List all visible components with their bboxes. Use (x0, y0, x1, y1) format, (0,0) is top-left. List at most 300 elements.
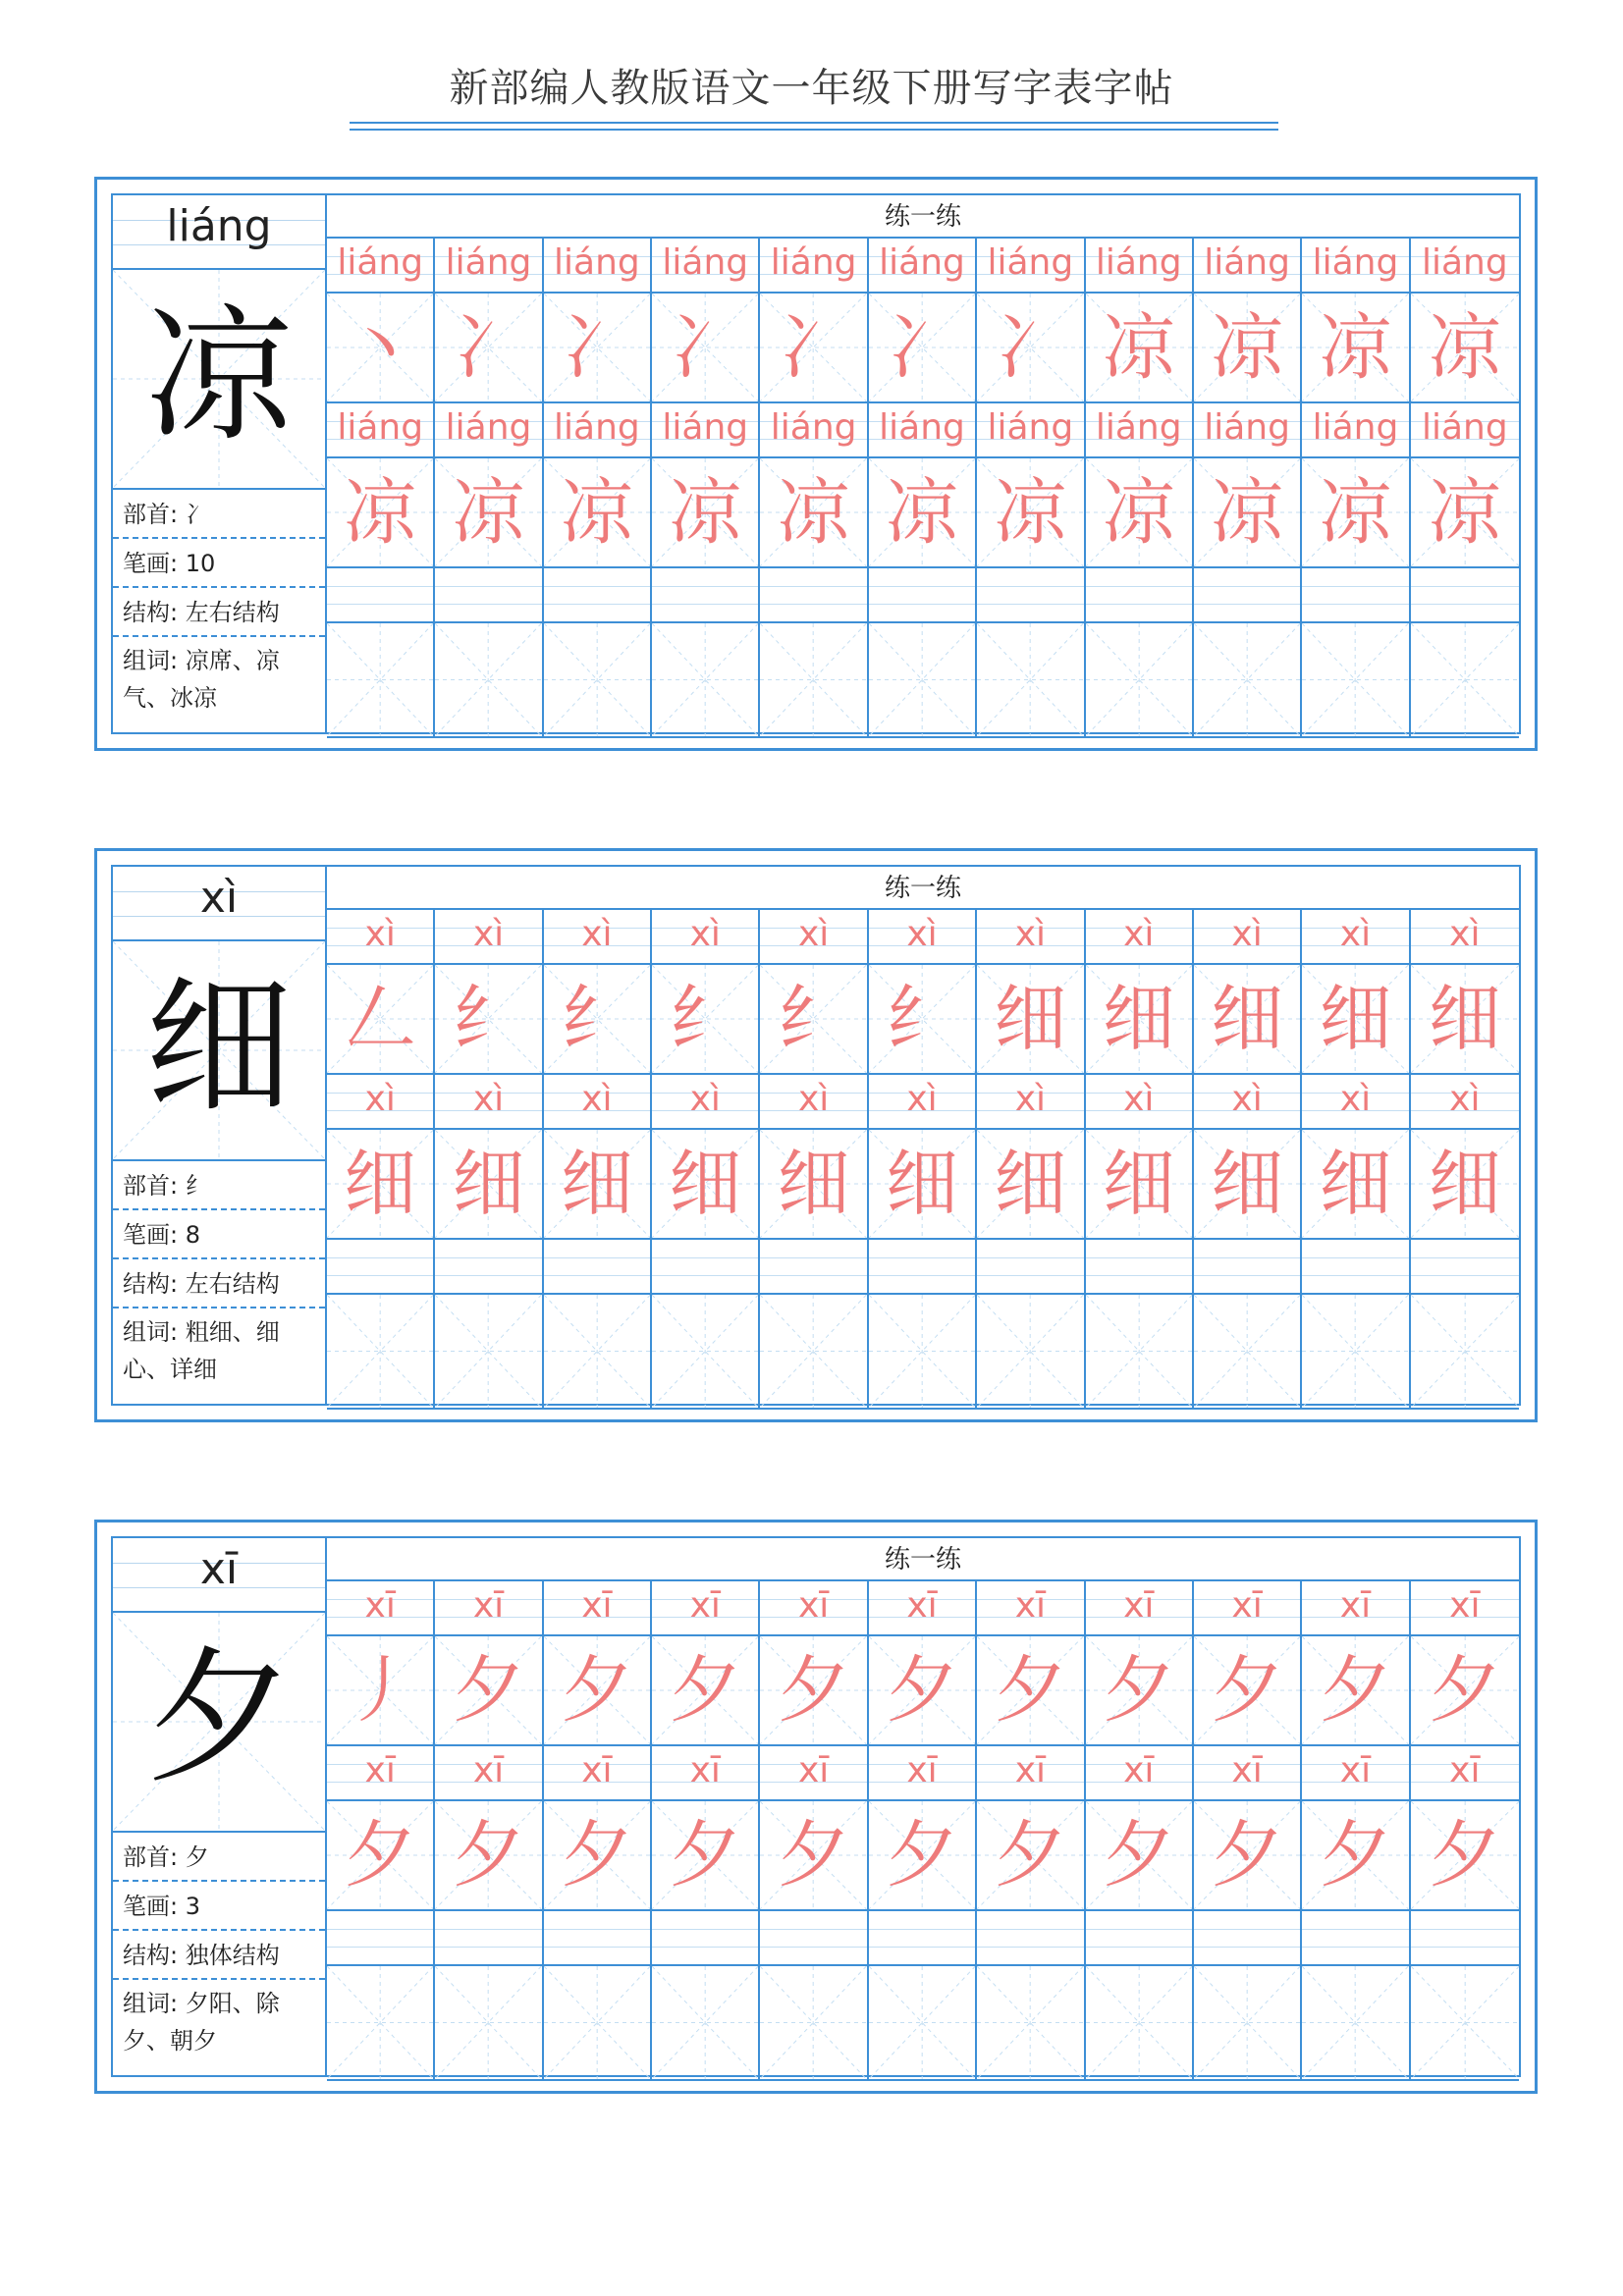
tian-grid-guides (544, 1966, 650, 2079)
pinyin-practice-cell[interactable] (977, 1911, 1085, 1966)
character-practice-cell[interactable] (435, 1295, 543, 1410)
main-pinyin: xì (199, 873, 239, 923)
trace-pinyin: xì (1123, 914, 1155, 954)
character-practice-row (327, 1966, 1519, 2081)
pinyin-practice-cell[interactable] (1302, 568, 1410, 623)
stroke-count-info (113, 1210, 325, 1259)
character-practice-row (327, 1801, 1519, 1911)
character-practice-cell[interactable] (435, 623, 543, 738)
character-practice-cell[interactable] (977, 1130, 1085, 1240)
trace-pinyin: liáng (1312, 242, 1399, 283)
radical-info-value: 纟 (185, 1172, 209, 1200)
pinyin-practice-cell[interactable] (1411, 403, 1519, 458)
practice-grid (327, 867, 1519, 1404)
pinyin-practice-cell[interactable] (1194, 239, 1302, 294)
pinyin-practice-row (327, 403, 1519, 458)
pinyin-practice-cell[interactable] (544, 1911, 652, 1966)
pinyin-practice-cell[interactable] (1086, 239, 1194, 294)
character-practice-cell[interactable] (977, 965, 1085, 1075)
trace-character: 凉 (1319, 305, 1392, 390)
character-practice-cell[interactable] (977, 1801, 1085, 1911)
pinyin-practice-cell[interactable] (1302, 1581, 1410, 1636)
character-practice-cell[interactable] (1411, 1130, 1519, 1240)
trace-pinyin: liáng (1204, 242, 1290, 283)
pinyin-practice-cell[interactable] (1086, 1581, 1194, 1636)
pinyin-practice-cell[interactable] (869, 1746, 977, 1801)
trace-pinyin: xī (1449, 1585, 1481, 1626)
character-practice-cell[interactable] (760, 965, 868, 1075)
character-practice-cell[interactable] (327, 1966, 435, 2081)
character-practice-cell[interactable] (869, 623, 977, 738)
tian-grid-guides (1411, 623, 1519, 736)
pinyin-practice-cell[interactable] (1302, 1240, 1410, 1295)
pinyin-practice-cell[interactable] (1194, 403, 1302, 458)
pinyin-practice-cell[interactable] (1086, 403, 1194, 458)
trace-character: 细 (777, 1142, 850, 1226)
character-card (94, 177, 1538, 751)
pinyin-practice-cell[interactable] (760, 1240, 868, 1295)
character-practice-cell[interactable] (760, 1636, 868, 1746)
pinyin-practice-cell[interactable] (760, 1746, 868, 1801)
character-practice-cell[interactable] (652, 965, 760, 1075)
radical-info-label: 部首: (123, 501, 186, 528)
character-practice-cell[interactable] (1302, 1130, 1410, 1240)
pinyin-practice-cell[interactable] (327, 403, 435, 458)
pinyin-practice-cell[interactable] (652, 1746, 760, 1801)
pinyin-practice-cell[interactable] (1302, 403, 1410, 458)
pinyin-practice-row (327, 1581, 1519, 1636)
trace-character: 夕 (1319, 1813, 1392, 1897)
tian-grid-guides (1194, 1966, 1300, 2079)
trace-pinyin: xì (1339, 914, 1372, 954)
pinyin-practice-cell[interactable] (1411, 568, 1519, 623)
trace-character: 夕 (1428, 1648, 1501, 1733)
tian-grid-guides (544, 1295, 650, 1408)
pinyin-practice-cell[interactable] (435, 1075, 543, 1130)
pinyin-practice-cell[interactable] (1194, 910, 1302, 965)
trace-character: 细 (1428, 1142, 1501, 1226)
trace-character: 凉 (344, 470, 417, 555)
pinyin-practice-cell[interactable] (327, 910, 435, 965)
character-practice-cell[interactable] (1086, 1966, 1194, 2081)
pinyin-practice-cell[interactable] (1086, 1075, 1194, 1130)
character-practice-cell[interactable] (327, 458, 435, 568)
character-practice-cell[interactable] (327, 1295, 435, 1410)
character-practice-cell[interactable] (652, 1801, 760, 1911)
trace-pinyin: liáng (987, 407, 1074, 448)
character-practice-cell[interactable] (1194, 1966, 1302, 2081)
pinyin-practice-cell[interactable] (869, 1911, 977, 1966)
word-examples-info-value: 夕阳、除夕、朝夕 (123, 1990, 280, 2055)
character-practice-cell[interactable] (544, 1636, 652, 1746)
pinyin-practice-cell[interactable] (327, 1746, 435, 1801)
character-practice-cell[interactable] (435, 294, 543, 403)
character-practice-cell[interactable] (1086, 965, 1194, 1075)
pinyin-practice-cell[interactable] (760, 1581, 868, 1636)
character-practice-cell[interactable] (869, 458, 977, 568)
character-practice-cell[interactable] (327, 965, 435, 1075)
tian-grid-guides (652, 1966, 758, 2079)
character-practice-cell[interactable] (760, 1130, 868, 1240)
pinyin-practice-cell[interactable] (869, 1240, 977, 1295)
radical-info (113, 1833, 325, 1882)
pinyin-practice-cell[interactable] (760, 1075, 868, 1130)
tian-grid-guides (1194, 1295, 1300, 1408)
pinyin-practice-cell[interactable] (977, 1240, 1085, 1295)
trace-character: 细 (560, 1142, 633, 1226)
character-practice-cell[interactable] (652, 294, 760, 403)
pinyin-practice-cell[interactable] (652, 568, 760, 623)
stroke-count-info-label: 笔画: (123, 550, 186, 577)
pinyin-practice-cell[interactable] (544, 568, 652, 623)
character-practice-cell[interactable] (760, 458, 868, 568)
trace-pinyin: liáng (662, 407, 749, 448)
character-practice-cell[interactable] (1302, 623, 1410, 738)
pinyin-practice-cell[interactable] (760, 239, 868, 294)
character-practice-cell[interactable] (760, 1966, 868, 2081)
character-practice-cell[interactable] (1086, 1130, 1194, 1240)
character-practice-cell[interactable] (1086, 623, 1194, 738)
pinyin-practice-cell[interactable] (544, 403, 652, 458)
character-practice-cell[interactable] (544, 1295, 652, 1410)
character-practice-cell[interactable] (1086, 1801, 1194, 1911)
character-practice-cell[interactable] (1411, 965, 1519, 1075)
pinyin-practice-cell[interactable] (1302, 910, 1410, 965)
character-practice-cell[interactable] (544, 1130, 652, 1240)
character-practice-cell[interactable] (1302, 1966, 1410, 2081)
pinyin-practice-cell[interactable] (435, 910, 543, 965)
pinyin-practice-cell[interactable] (327, 1911, 435, 1966)
pinyin-practice-cell[interactable] (1302, 1075, 1410, 1130)
trace-character: 冫 (777, 305, 850, 390)
character-practice-cell[interactable] (544, 965, 652, 1075)
pinyin-practice-cell[interactable] (869, 1075, 977, 1130)
trace-character: 夕 (777, 1648, 850, 1733)
character-practice-cell[interactable] (1411, 1801, 1519, 1911)
pinyin-practice-cell[interactable] (1302, 1911, 1410, 1966)
character-practice-cell[interactable] (435, 965, 543, 1075)
character-practice-cell[interactable] (1194, 1801, 1302, 1911)
character-practice-cell[interactable] (544, 623, 652, 738)
character-practice-cell[interactable] (652, 1966, 760, 2081)
character-practice-cell[interactable] (435, 458, 543, 568)
structure-info (113, 1931, 325, 1980)
pinyin-practice-cell[interactable] (1086, 1240, 1194, 1295)
trace-character: 夕 (885, 1813, 958, 1897)
trace-pinyin: xī (364, 1750, 396, 1790)
pinyin-practice-cell[interactable] (869, 403, 977, 458)
pinyin-practice-cell[interactable] (977, 1581, 1085, 1636)
pinyin-practice-cell[interactable] (977, 1075, 1085, 1130)
pinyin-practice-cell[interactable] (652, 239, 760, 294)
character-practice-cell[interactable] (327, 294, 435, 403)
pinyin-practice-cell[interactable] (977, 239, 1085, 294)
pinyin-practice-cell[interactable] (1086, 910, 1194, 965)
trace-pinyin: xī (1449, 1750, 1481, 1790)
character-practice-cell[interactable] (1411, 458, 1519, 568)
character-practice-cell[interactable] (1411, 294, 1519, 403)
title-underline-top (350, 122, 1278, 124)
character-practice-cell[interactable] (869, 1636, 977, 1746)
pinyin-practice-cell[interactable] (977, 568, 1085, 623)
character-practice-cell[interactable] (1411, 1636, 1519, 1746)
character-practice-cell[interactable] (977, 1966, 1085, 2081)
structure-info (113, 1259, 325, 1308)
tian-grid-guides (1086, 623, 1192, 736)
pinyin-practice-cell[interactable] (1194, 1746, 1302, 1801)
pinyin-practice-cell[interactable] (1411, 910, 1519, 965)
pinyin-practice-cell[interactable] (977, 1746, 1085, 1801)
trace-pinyin: xī (797, 1750, 830, 1790)
trace-pinyin: xì (1231, 914, 1263, 954)
pinyin-practice-cell[interactable] (760, 403, 868, 458)
pinyin-practice-cell[interactable] (652, 1240, 760, 1295)
pinyin-practice-cell[interactable] (327, 1581, 435, 1636)
pinyin-practice-cell[interactable] (1411, 239, 1519, 294)
character-practice-cell[interactable] (977, 458, 1085, 568)
character-practice-cell[interactable] (327, 623, 435, 738)
character-practice-cell[interactable] (1194, 623, 1302, 738)
trace-pinyin: liáng (770, 242, 857, 283)
trace-pinyin: xì (797, 914, 830, 954)
trace-character: 细 (1102, 977, 1175, 1061)
pinyin-practice-cell[interactable] (435, 568, 543, 623)
pinyin-practice-cell[interactable] (544, 1240, 652, 1295)
trace-pinyin: liáng (445, 407, 532, 448)
practice-header: 练一练 (327, 867, 1519, 910)
tian-grid-guides (1411, 1966, 1519, 2079)
pinyin-practice-cell[interactable] (1411, 1746, 1519, 1801)
pinyin-practice-cell[interactable] (1411, 1911, 1519, 1966)
character-practice-cell[interactable] (1302, 965, 1410, 1075)
pinyin-practice-cell[interactable] (1411, 1075, 1519, 1130)
pinyin-practice-cell[interactable] (760, 1911, 868, 1966)
pinyin-practice-cell[interactable] (544, 1746, 652, 1801)
character-practice-cell[interactable] (327, 1636, 435, 1746)
pinyin-practice-cell[interactable] (1411, 1581, 1519, 1636)
trace-pinyin: liáng (1095, 407, 1182, 448)
character-practice-cell[interactable] (652, 1295, 760, 1410)
character-practice-cell[interactable] (1086, 294, 1194, 403)
character-practice-cell[interactable] (1194, 294, 1302, 403)
pinyin-practice-cell[interactable] (869, 1581, 977, 1636)
character-practice-cell[interactable] (1302, 458, 1410, 568)
pinyin-practice-cell[interactable] (977, 910, 1085, 965)
page-title: 新部编人教版语文一年级下册写字表字帖 (449, 66, 1174, 111)
pinyin-practice-cell[interactable] (1194, 568, 1302, 623)
word-examples-info-label: 组词: (123, 1318, 186, 1346)
character-practice-cell[interactable] (435, 1130, 543, 1240)
character-practice-cell[interactable] (544, 1966, 652, 2081)
trace-pinyin: xī (689, 1750, 721, 1790)
pinyin-practice-cell[interactable] (544, 239, 652, 294)
trace-character: 凉 (885, 470, 958, 555)
trace-pinyin: liáng (554, 407, 640, 448)
pinyin-practice-cell[interactable] (1194, 1240, 1302, 1295)
character-practice-cell[interactable] (977, 294, 1085, 403)
pinyin-practice-cell[interactable] (652, 403, 760, 458)
trace-character: 细 (1102, 1142, 1175, 1226)
pinyin-practice-cell[interactable] (652, 1581, 760, 1636)
pinyin-practice-cell[interactable] (760, 568, 868, 623)
trace-character: 夕 (560, 1648, 633, 1733)
pinyin-practice-cell[interactable] (869, 910, 977, 965)
character-practice-cell[interactable] (1411, 1966, 1519, 2081)
tian-grid-guides (760, 1295, 866, 1408)
pinyin-practice-cell[interactable] (1086, 568, 1194, 623)
stroke-count-info-value: 10 (185, 550, 216, 577)
character-practice-cell[interactable] (869, 1295, 977, 1410)
character-practice-cell[interactable] (652, 623, 760, 738)
character-practice-cell[interactable] (1194, 1295, 1302, 1410)
card-frame (111, 865, 1521, 1406)
pinyin-practice-cell[interactable] (435, 239, 543, 294)
character-practice-cell[interactable] (760, 1295, 868, 1410)
trace-pinyin: xì (364, 914, 396, 954)
pinyin-practice-cell[interactable] (435, 1911, 543, 1966)
pinyin-practice-cell[interactable] (327, 1075, 435, 1130)
pinyin-practice-cell[interactable] (1194, 1911, 1302, 1966)
character-practice-cell[interactable] (1086, 1295, 1194, 1410)
pinyin-practice-cell[interactable] (652, 1075, 760, 1130)
character-practice-cell[interactable] (977, 1295, 1085, 1410)
character-practice-cell[interactable] (760, 623, 868, 738)
character-practice-cell[interactable] (1086, 1636, 1194, 1746)
trace-pinyin: xì (1449, 1079, 1481, 1119)
trace-pinyin: liáng (1421, 242, 1508, 283)
trace-pinyin: xī (1014, 1585, 1046, 1626)
trace-pinyin: xī (1231, 1750, 1263, 1790)
character-practice-cell[interactable] (1302, 1295, 1410, 1410)
pinyin-practice-cell[interactable] (435, 1746, 543, 1801)
pinyin-practice-cell[interactable] (652, 910, 760, 965)
pinyin-practice-cell[interactable] (652, 1911, 760, 1966)
pinyin-practice-cell[interactable] (869, 568, 977, 623)
character-practice-cell[interactable] (1411, 1295, 1519, 1410)
character-practice-cell[interactable] (869, 1130, 977, 1240)
pinyin-practice-cell[interactable] (544, 1581, 652, 1636)
tian-grid-guides (977, 1966, 1083, 2079)
practice-grid (327, 1538, 1519, 2075)
character-practice-cell[interactable] (652, 1130, 760, 1240)
tian-grid-guides (1302, 1966, 1408, 2079)
tian-grid-guides (544, 623, 650, 736)
character-practice-cell[interactable] (327, 1130, 435, 1240)
character-practice-cell[interactable] (435, 1801, 543, 1911)
character-practice-cell[interactable] (869, 1801, 977, 1911)
trace-character: 细 (885, 1142, 958, 1226)
character-practice-cell[interactable] (544, 1801, 652, 1911)
pinyin-practice-row (327, 568, 1519, 623)
pinyin-practice-cell[interactable] (1411, 1240, 1519, 1295)
character-practice-cell[interactable] (652, 458, 760, 568)
tian-grid-guides (1302, 1295, 1408, 1408)
character-practice-cell[interactable] (1086, 458, 1194, 568)
character-practice-cell[interactable] (1411, 623, 1519, 738)
tian-grid-guides (869, 623, 975, 736)
tian-grid-guides (1302, 623, 1408, 736)
pinyin-practice-cell[interactable] (435, 1240, 543, 1295)
tian-grid-guides (327, 1966, 433, 2079)
character-practice-cell[interactable] (1302, 1636, 1410, 1746)
character-practice-cell[interactable] (1194, 965, 1302, 1075)
trace-pinyin: xī (581, 1585, 613, 1626)
practice-header: 练一练 (327, 1538, 1519, 1581)
pinyin-practice-cell[interactable] (760, 910, 868, 965)
character-practice-cell[interactable] (544, 458, 652, 568)
character-practice-cell[interactable] (1194, 1636, 1302, 1746)
tian-grid-guides (327, 1295, 433, 1408)
tian-grid-guides (327, 623, 433, 736)
character-practice-cell[interactable] (1194, 458, 1302, 568)
pinyin-practice-cell[interactable] (544, 1075, 652, 1130)
trace-character: 冫 (560, 305, 633, 390)
pinyin-practice-cell[interactable] (327, 568, 435, 623)
pinyin-practice-cell[interactable] (1302, 1746, 1410, 1801)
character-practice-cell[interactable] (760, 1801, 868, 1911)
character-practice-cell[interactable] (869, 1966, 977, 2081)
pinyin-practice-cell[interactable] (1194, 1075, 1302, 1130)
pinyin-practice-cell[interactable] (435, 1581, 543, 1636)
trace-character: 冫 (994, 305, 1067, 390)
trace-character: 凉 (1211, 305, 1284, 390)
character-practice-cell[interactable] (1302, 294, 1410, 403)
trace-character: 丶 (344, 305, 417, 390)
trace-pinyin: xì (797, 1079, 830, 1119)
character-practice-cell[interactable] (977, 1636, 1085, 1746)
character-card (94, 848, 1538, 1422)
pinyin-practice-cell[interactable] (544, 910, 652, 965)
character-practice-cell[interactable] (327, 1801, 435, 1911)
trace-pinyin: xī (797, 1585, 830, 1626)
pinyin-practice-cell[interactable] (1086, 1746, 1194, 1801)
pinyin-practice-cell[interactable] (327, 239, 435, 294)
main-character: 细 (144, 962, 293, 1133)
main-character-cell (113, 1613, 325, 1833)
pinyin-practice-cell[interactable] (1302, 239, 1410, 294)
main-pinyin: liáng (166, 201, 272, 251)
pinyin-practice-cell[interactable] (1086, 1911, 1194, 1966)
character-practice-cell[interactable] (1194, 1130, 1302, 1240)
character-practice-cell[interactable] (869, 965, 977, 1075)
character-practice-cell[interactable] (977, 623, 1085, 738)
trace-character: 夕 (560, 1813, 633, 1897)
pinyin-practice-cell[interactable] (977, 403, 1085, 458)
stroke-count-info (113, 1882, 325, 1931)
character-practice-cell[interactable] (869, 294, 977, 403)
main-pinyin: xī (199, 1544, 239, 1594)
character-practice-cell[interactable] (435, 1966, 543, 2081)
character-practice-cell[interactable] (544, 294, 652, 403)
pinyin-practice-cell[interactable] (327, 1240, 435, 1295)
character-practice-cell[interactable] (435, 1636, 543, 1746)
pinyin-practice-cell[interactable] (1194, 1581, 1302, 1636)
trace-pinyin: xī (472, 1750, 505, 1790)
character-practice-cell[interactable] (652, 1636, 760, 1746)
trace-pinyin: xì (689, 914, 721, 954)
trace-character: 丿 (344, 1648, 417, 1733)
character-practice-cell[interactable] (760, 294, 868, 403)
stroke-count-info-value: 3 (185, 1893, 200, 1920)
trace-character: 夕 (669, 1648, 742, 1733)
trace-character: 凉 (452, 470, 525, 555)
pinyin-practice-cell[interactable] (435, 403, 543, 458)
pinyin-practice-cell[interactable] (869, 239, 977, 294)
tian-grid-guides (977, 1295, 1083, 1408)
tian-grid-guides (652, 1295, 758, 1408)
word-examples-info-value: 粗细、细心、详细 (123, 1318, 280, 1383)
character-practice-cell[interactable] (1302, 1801, 1410, 1911)
